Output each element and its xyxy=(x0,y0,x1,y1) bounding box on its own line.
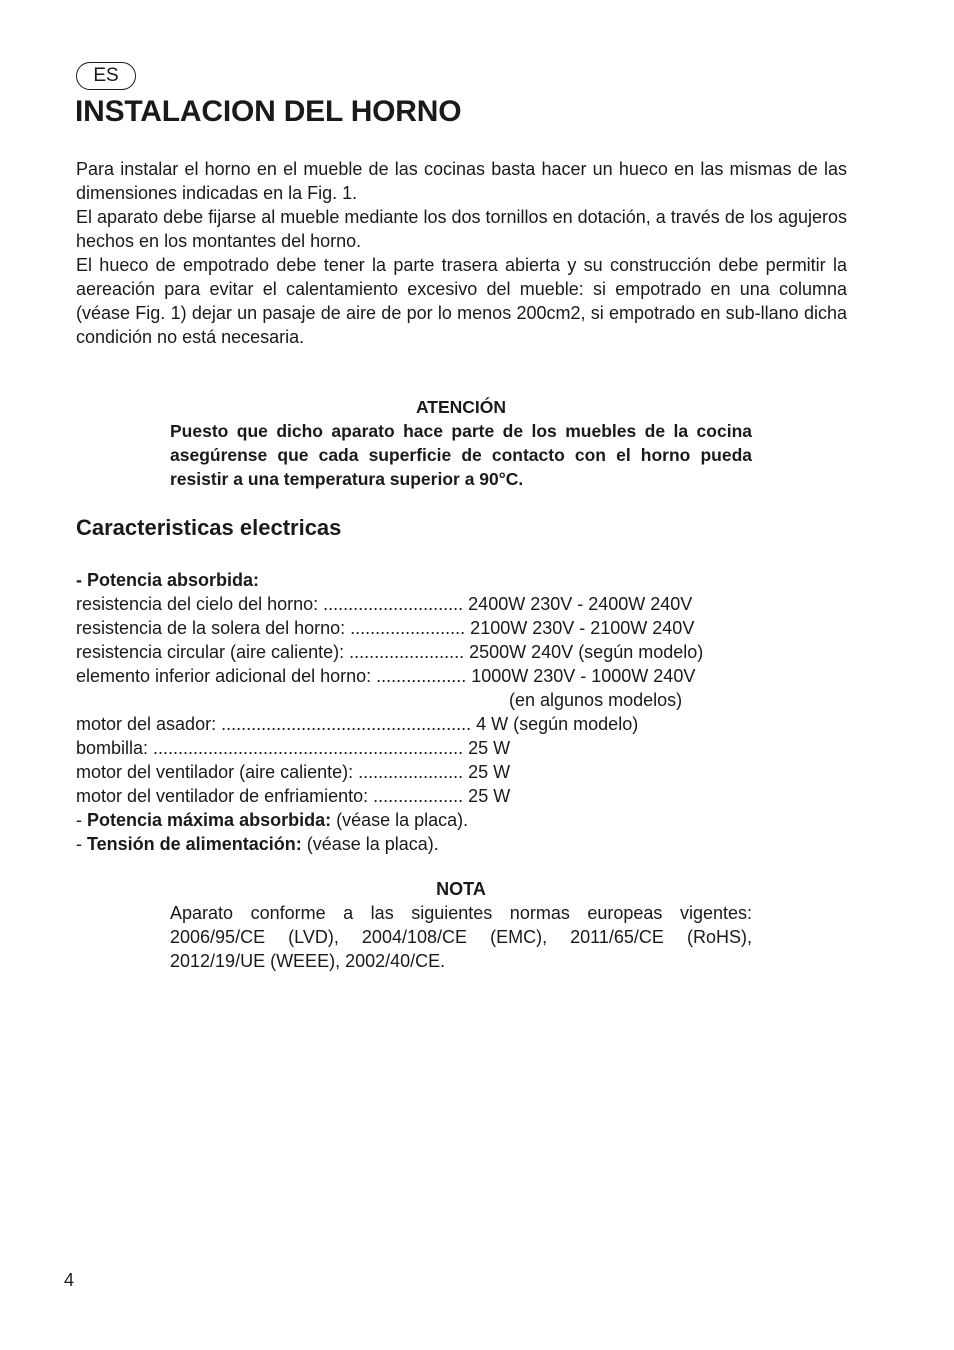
voltage-value: (véase la placa). xyxy=(301,834,439,854)
electrical-specs xyxy=(76,568,836,856)
note-text: Aparato conforme a las siguientes normas europeas vigentes: 2006/95/CE (LVD), 2004/108/CE (EMC), 2011/65/CE (RoHS), 2012/19/UE (WEEE), 2002/40/CE. xyxy=(170,903,752,971)
spec-row: motor del ventilador de enfriamiento: .................. 25 W xyxy=(76,786,511,806)
spec-row: resistencia del cielo del horno: ............................ 2400W 230V - 2400W 240V xyxy=(76,594,693,614)
spec-row: bombilla: .............................................................. 25 W xyxy=(76,738,511,758)
attention-heading: ATENCIÓN xyxy=(415,397,507,417)
spec-row: elemento inferior adicional del horno: .................. 1000W 230V - 1000W 240V xyxy=(76,666,696,686)
voltage-prefix: - xyxy=(76,834,87,854)
max-power-value: (véase la placa). xyxy=(331,810,469,830)
intro-paragraph: El hueco de empotrado debe tener la parte trasera abierta y su construcción debe permitir la aereación para evitar el calentamiento excesivo del mueble: si empotrado en una columna (véase Fig. 1) dejar un pasaje de aire de por lo menos 200cm2, si empotrado en sub-llano dicha condición no está necesaria. xyxy=(76,255,847,347)
page-number: 4 xyxy=(64,1270,75,1290)
page-title: INSTALACION DEL HORNO xyxy=(75,95,462,128)
spec-row: resistencia circular (aire caliente): ....................... 2500W 240V (según modelo) xyxy=(76,642,704,662)
attention-text: Puesto que dicho aparato hace parte de los muebles de la cocina asegúrense que cada superficie de contacto con el horno pueda resistir a una temperatura superior a 90°C. xyxy=(170,421,752,489)
intro-paragraph: El aparato debe fijarse al mueble mediante los dos tornillos en dotación, a través de los agujeros hechos en los montantes del horno. xyxy=(76,207,847,251)
max-power-prefix: - xyxy=(76,810,87,830)
spec-row: motor del ventilador (aire caliente): ..................... 25 W xyxy=(76,762,511,782)
intro-text xyxy=(76,157,847,349)
intro-paragraph: Para instalar el horno en el mueble de las cocinas basta hacer un hueco en las mismas de las dimensiones indicadas en la Fig. 1. xyxy=(76,159,847,203)
attention-box xyxy=(170,395,752,491)
max-power-label: Potencia máxima absorbida: xyxy=(87,810,332,830)
spec-row: resistencia de la solera del horno: ....................... 2100W 230V - 2100W 240V xyxy=(76,618,695,638)
power-label: - Potencia absorbida: xyxy=(76,570,260,590)
voltage-row xyxy=(76,832,836,856)
note-box xyxy=(170,877,752,973)
spec-row: motor del asador: .................................................. 4 W (según modelo) xyxy=(76,714,639,734)
note-heading: NOTA xyxy=(436,879,486,899)
language-badge: ES xyxy=(76,62,136,90)
voltage-label: Tensión de alimentación: xyxy=(87,834,302,854)
electrical-heading: Caracteristicas electricas xyxy=(76,515,342,540)
spec-row-continuation: (en algunos modelos) xyxy=(509,690,683,710)
max-power-row xyxy=(76,808,836,832)
